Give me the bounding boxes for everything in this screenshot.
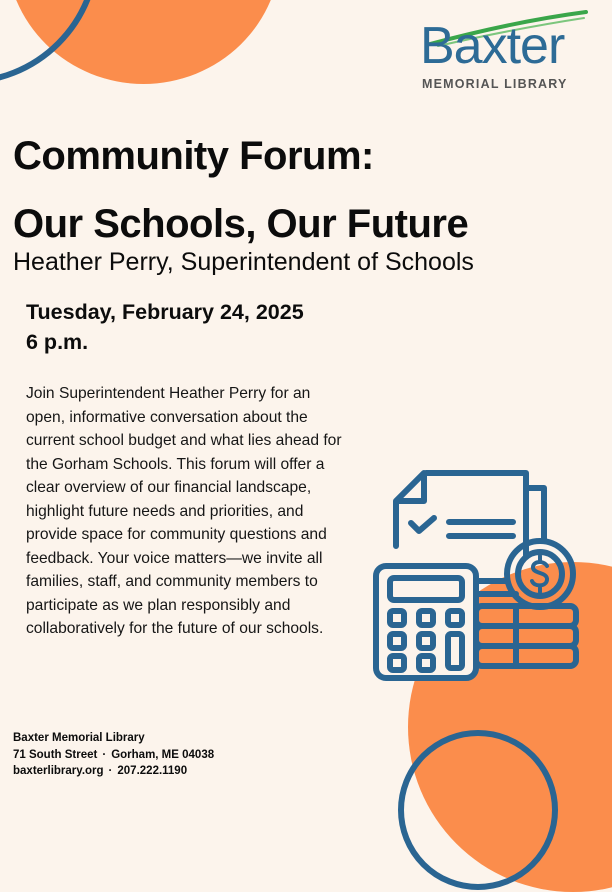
speaker-subtitle: Heather Perry, Superintendent of Schools (13, 248, 474, 276)
separator-dot: · (102, 748, 107, 761)
separator-dot: · (108, 765, 113, 777)
footer-address (13, 747, 214, 764)
blue-ring-decoration-bottom (398, 730, 558, 890)
title-line-1: Community Forum: (13, 134, 374, 178)
dollar-coin-icon (507, 541, 573, 607)
logo-subtitle: MEMORIAL LIBRARY (422, 77, 568, 91)
footer-city: Gorham, ME 04038 (111, 748, 215, 761)
budget-illustration (366, 466, 586, 686)
footer-phone: 207.222.1190 (117, 765, 188, 777)
event-date: Tuesday, February 24, 2025 (26, 300, 304, 324)
event-time: 6 p.m. (26, 330, 89, 354)
library-contact-footer (13, 730, 214, 780)
page-title (13, 122, 468, 258)
logo-wordmark: Baxter (420, 17, 565, 75)
event-description: Join Superintendent Heather Perry for an open, informative conversation about the current school budget and what lies ahead for the Gorham Schools. This forum will offer a clear overview of our financial landscape, highlight future needs and priorities, and provide space for community questions and feedback. Your voice matters—we invite all families, staff, and community members to participate as we plan responsibly and collaboratively for the future of our schools. (26, 385, 342, 637)
calculator-icon (376, 566, 476, 678)
footer-contact (13, 763, 214, 780)
footer-website-link[interactable]: baxterlibrary.org (13, 765, 104, 777)
footer-library-name: Baxter Memorial Library (13, 732, 145, 744)
footer-street: 71 South Street (13, 748, 98, 761)
title-line-2: Our Schools, Our Future (13, 202, 469, 246)
baxter-library-logo (410, 8, 590, 93)
event-datetime (26, 297, 304, 357)
